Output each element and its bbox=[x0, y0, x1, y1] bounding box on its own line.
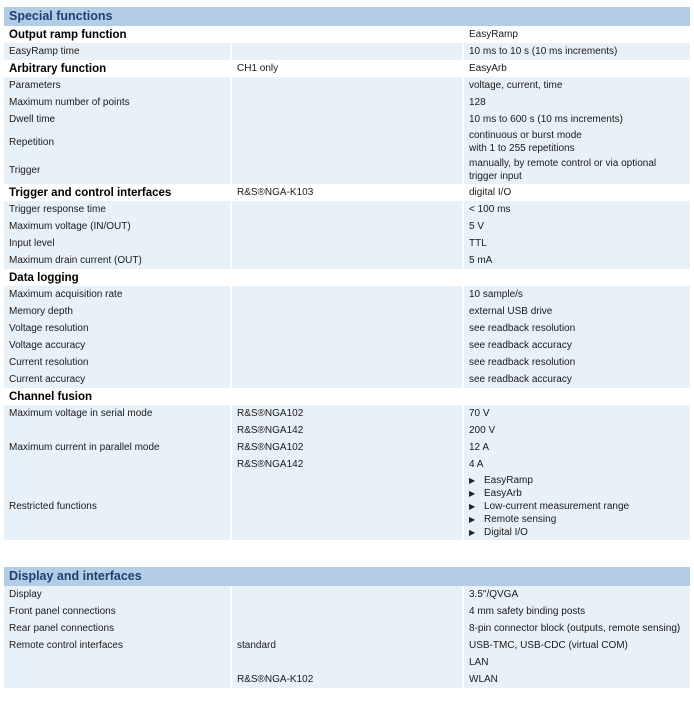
condition-cell bbox=[232, 620, 464, 637]
condition-cell bbox=[232, 303, 464, 320]
value-text: see readback resolution bbox=[469, 323, 576, 334]
parameter-label: Maximum voltage in serial mode bbox=[4, 405, 232, 422]
subheading-label: Output ramp function bbox=[9, 28, 127, 41]
display-interfaces-rows bbox=[4, 586, 690, 688]
bullet-item bbox=[469, 526, 690, 539]
value-text: 70 V bbox=[469, 408, 490, 419]
parameter-label: Maximum number of points bbox=[4, 94, 232, 111]
value-cell bbox=[464, 235, 690, 252]
section-header: Special functions bbox=[4, 7, 690, 26]
value-cell bbox=[464, 201, 690, 218]
triangle-right-icon: ▶ bbox=[469, 502, 476, 511]
bullet-item bbox=[469, 487, 690, 500]
parameter-label bbox=[4, 671, 232, 688]
table-row bbox=[4, 77, 690, 94]
parameter-label bbox=[4, 654, 232, 671]
value-cell bbox=[464, 26, 690, 43]
value-cell bbox=[464, 128, 690, 156]
table-row bbox=[4, 456, 690, 473]
table-row bbox=[4, 354, 690, 371]
value-cell bbox=[464, 77, 690, 94]
value-cell bbox=[464, 43, 690, 60]
value-cell bbox=[464, 654, 690, 671]
value-text: external USB drive bbox=[469, 306, 553, 317]
section-header: Display and interfaces bbox=[4, 567, 690, 586]
value-cell bbox=[464, 637, 690, 654]
value-cell bbox=[464, 320, 690, 337]
bullet-text: EasyArb bbox=[484, 488, 522, 499]
condition-cell bbox=[232, 128, 464, 156]
table-row bbox=[4, 603, 690, 620]
value-text: 200 V bbox=[469, 425, 496, 436]
table-row bbox=[4, 235, 690, 252]
parameter-label: Trigger bbox=[4, 156, 232, 184]
parameter-label: Maximum current in parallel mode bbox=[4, 439, 232, 456]
section-subheading-row bbox=[4, 388, 690, 405]
value-cell bbox=[464, 439, 690, 456]
value-cell bbox=[464, 371, 690, 388]
table-row bbox=[4, 43, 690, 60]
value-cell bbox=[464, 671, 690, 688]
value-text: 10 ms to 600 s (10 ms increments) bbox=[469, 114, 623, 125]
subheading-label: Arbitrary function bbox=[9, 62, 107, 75]
table-row bbox=[4, 422, 690, 439]
value-text: see readback resolution bbox=[469, 357, 576, 368]
value-cell bbox=[464, 184, 690, 201]
condition-cell bbox=[232, 218, 464, 235]
value-text: trigger input bbox=[469, 171, 522, 182]
table-row bbox=[4, 286, 690, 303]
subheading-label: Data logging bbox=[9, 271, 79, 284]
value-text: 128 bbox=[469, 97, 486, 108]
value-text: 3.5"/QVGA bbox=[469, 589, 519, 600]
condition-cell bbox=[232, 286, 464, 303]
parameter-label: Display bbox=[4, 586, 232, 603]
condition-cell bbox=[232, 337, 464, 354]
condition-cell bbox=[232, 201, 464, 218]
value-cell bbox=[464, 337, 690, 354]
subheading-label: Trigger and control interfaces bbox=[9, 186, 172, 199]
value-cell bbox=[464, 111, 690, 128]
bullet-item bbox=[469, 513, 690, 526]
condition-cell bbox=[232, 473, 464, 540]
parameter-label: Remote control interfaces bbox=[4, 637, 232, 654]
parameter-label: Input level bbox=[4, 235, 232, 252]
parameter-label: Voltage resolution bbox=[4, 320, 232, 337]
table-row bbox=[4, 94, 690, 111]
value-text: LAN bbox=[469, 657, 489, 668]
parameter-label bbox=[4, 422, 232, 439]
parameter-label: Maximum acquisition rate bbox=[4, 286, 232, 303]
parameter-label bbox=[4, 456, 232, 473]
condition-cell bbox=[232, 388, 464, 405]
condition-cell bbox=[232, 111, 464, 128]
value-cell bbox=[464, 252, 690, 269]
subheading-label: Channel fusion bbox=[9, 390, 93, 403]
value-cell bbox=[464, 620, 690, 637]
value-text: EasyRamp bbox=[469, 29, 518, 40]
parameter-label: Maximum drain current (OUT) bbox=[4, 252, 232, 269]
display-interfaces-table bbox=[4, 567, 690, 688]
table-row bbox=[4, 303, 690, 320]
value-cell bbox=[464, 354, 690, 371]
condition-cell bbox=[232, 94, 464, 111]
condition-cell: R&S®NGA142 bbox=[232, 422, 464, 439]
condition-cell bbox=[232, 156, 464, 184]
table-row bbox=[4, 128, 690, 156]
section-subheading-row bbox=[4, 60, 690, 77]
value-cell bbox=[464, 269, 690, 286]
value-text: manually, by remote control or via optional bbox=[469, 158, 657, 169]
triangle-right-icon: ▶ bbox=[469, 476, 476, 485]
triangle-right-icon: ▶ bbox=[469, 489, 476, 498]
value-cell bbox=[464, 586, 690, 603]
condition-cell bbox=[232, 43, 464, 60]
parameter-label: Current accuracy bbox=[4, 371, 232, 388]
parameter-label: Restricted functions bbox=[4, 473, 232, 540]
table-row bbox=[4, 473, 690, 540]
value-text: EasyArb bbox=[469, 63, 507, 74]
special-functions-table bbox=[4, 7, 690, 540]
bullet-item bbox=[469, 474, 690, 487]
condition-cell bbox=[232, 586, 464, 603]
parameter-label: EasyRamp time bbox=[4, 43, 232, 60]
table-row bbox=[4, 201, 690, 218]
table-row bbox=[4, 156, 690, 184]
condition-cell bbox=[232, 320, 464, 337]
parameter-label: Trigger response time bbox=[4, 201, 232, 218]
value-cell bbox=[464, 218, 690, 235]
table-row bbox=[4, 337, 690, 354]
value-text: 12 A bbox=[469, 442, 490, 453]
condition-cell bbox=[232, 269, 464, 286]
condition-cell bbox=[232, 354, 464, 371]
value-text: see readback accuracy bbox=[469, 340, 572, 351]
condition-cell bbox=[232, 603, 464, 620]
value-cell bbox=[464, 456, 690, 473]
parameter-label: Repetition bbox=[4, 128, 232, 156]
bullet-text: Remote sensing bbox=[484, 514, 557, 525]
bullet-item bbox=[469, 500, 690, 513]
condition-cell: R&S®NGA142 bbox=[232, 456, 464, 473]
parameter-label: Dwell time bbox=[4, 111, 232, 128]
value-cell bbox=[464, 94, 690, 111]
condition-cell: R&S®NGA-K102 bbox=[232, 671, 464, 688]
value-cell bbox=[464, 60, 690, 77]
bullet-text: Low-current measurement range bbox=[484, 501, 630, 512]
value-text: see readback accuracy bbox=[469, 374, 572, 385]
table-row bbox=[4, 111, 690, 128]
value-text: WLAN bbox=[469, 674, 498, 685]
table-row bbox=[4, 654, 690, 671]
section-subheading-row bbox=[4, 26, 690, 43]
value-text: 5 V bbox=[469, 221, 485, 232]
table-row bbox=[4, 671, 690, 688]
condition-cell: CH1 only bbox=[237, 63, 279, 74]
value-cell bbox=[464, 405, 690, 422]
condition-cell: standard bbox=[232, 637, 464, 654]
value-text: 10 sample/s bbox=[469, 289, 523, 300]
value-text: 10 ms to 10 s (10 ms increments) bbox=[469, 46, 618, 57]
table-row bbox=[4, 371, 690, 388]
table-row bbox=[4, 586, 690, 603]
table-row bbox=[4, 620, 690, 637]
parameter-label: Maximum voltage (IN/OUT) bbox=[4, 218, 232, 235]
value-cell bbox=[464, 156, 690, 184]
value-cell bbox=[464, 603, 690, 620]
value-text: with 1 to 255 repetitions bbox=[469, 143, 575, 154]
condition-cell bbox=[232, 26, 464, 43]
condition-cell bbox=[232, 252, 464, 269]
parameter-label: Current resolution bbox=[4, 354, 232, 371]
value-cell bbox=[464, 473, 690, 540]
value-text: 4 mm safety binding posts bbox=[469, 606, 586, 617]
value-text: USB-TMC, USB-CDC (virtual COM) bbox=[469, 640, 628, 651]
parameter-label: Parameters bbox=[4, 77, 232, 94]
parameter-label: Front panel connections bbox=[4, 603, 232, 620]
value-cell bbox=[464, 422, 690, 439]
value-text: digital I/O bbox=[469, 187, 512, 198]
condition-cell bbox=[232, 654, 464, 671]
value-text: 8-pin connector block (outputs, remote sensing) bbox=[469, 623, 681, 634]
condition-cell: R&S®NGA-K103 bbox=[237, 187, 314, 198]
table-row bbox=[4, 405, 690, 422]
triangle-right-icon: ▶ bbox=[469, 528, 476, 537]
table-row bbox=[4, 320, 690, 337]
parameter-label: Memory depth bbox=[4, 303, 232, 320]
table-row bbox=[4, 252, 690, 269]
section-subheading-row bbox=[4, 184, 690, 201]
value-text: 4 A bbox=[469, 459, 484, 470]
value-text: TTL bbox=[469, 238, 487, 249]
value-text: continuous or burst mode bbox=[469, 130, 582, 141]
table-row bbox=[4, 218, 690, 235]
condition-cell bbox=[232, 371, 464, 388]
value-text: voltage, current, time bbox=[469, 80, 563, 91]
value-cell bbox=[464, 388, 690, 405]
table-row bbox=[4, 637, 690, 654]
bullet-text: EasyRamp bbox=[484, 475, 533, 486]
value-cell bbox=[464, 286, 690, 303]
value-text: < 100 ms bbox=[469, 204, 511, 215]
table-row bbox=[4, 439, 690, 456]
value-cell bbox=[464, 303, 690, 320]
triangle-right-icon: ▶ bbox=[469, 515, 476, 524]
condition-cell bbox=[232, 235, 464, 252]
condition-cell: R&S®NGA102 bbox=[232, 405, 464, 422]
bullet-text: Digital I/O bbox=[484, 527, 528, 538]
value-text: 5 mA bbox=[469, 255, 493, 266]
parameter-label: Voltage accuracy bbox=[4, 337, 232, 354]
parameter-label: Rear panel connections bbox=[4, 620, 232, 637]
condition-cell bbox=[232, 77, 464, 94]
condition-cell: R&S®NGA102 bbox=[232, 439, 464, 456]
special-functions-rows bbox=[4, 26, 690, 540]
section-subheading-row bbox=[4, 269, 690, 286]
